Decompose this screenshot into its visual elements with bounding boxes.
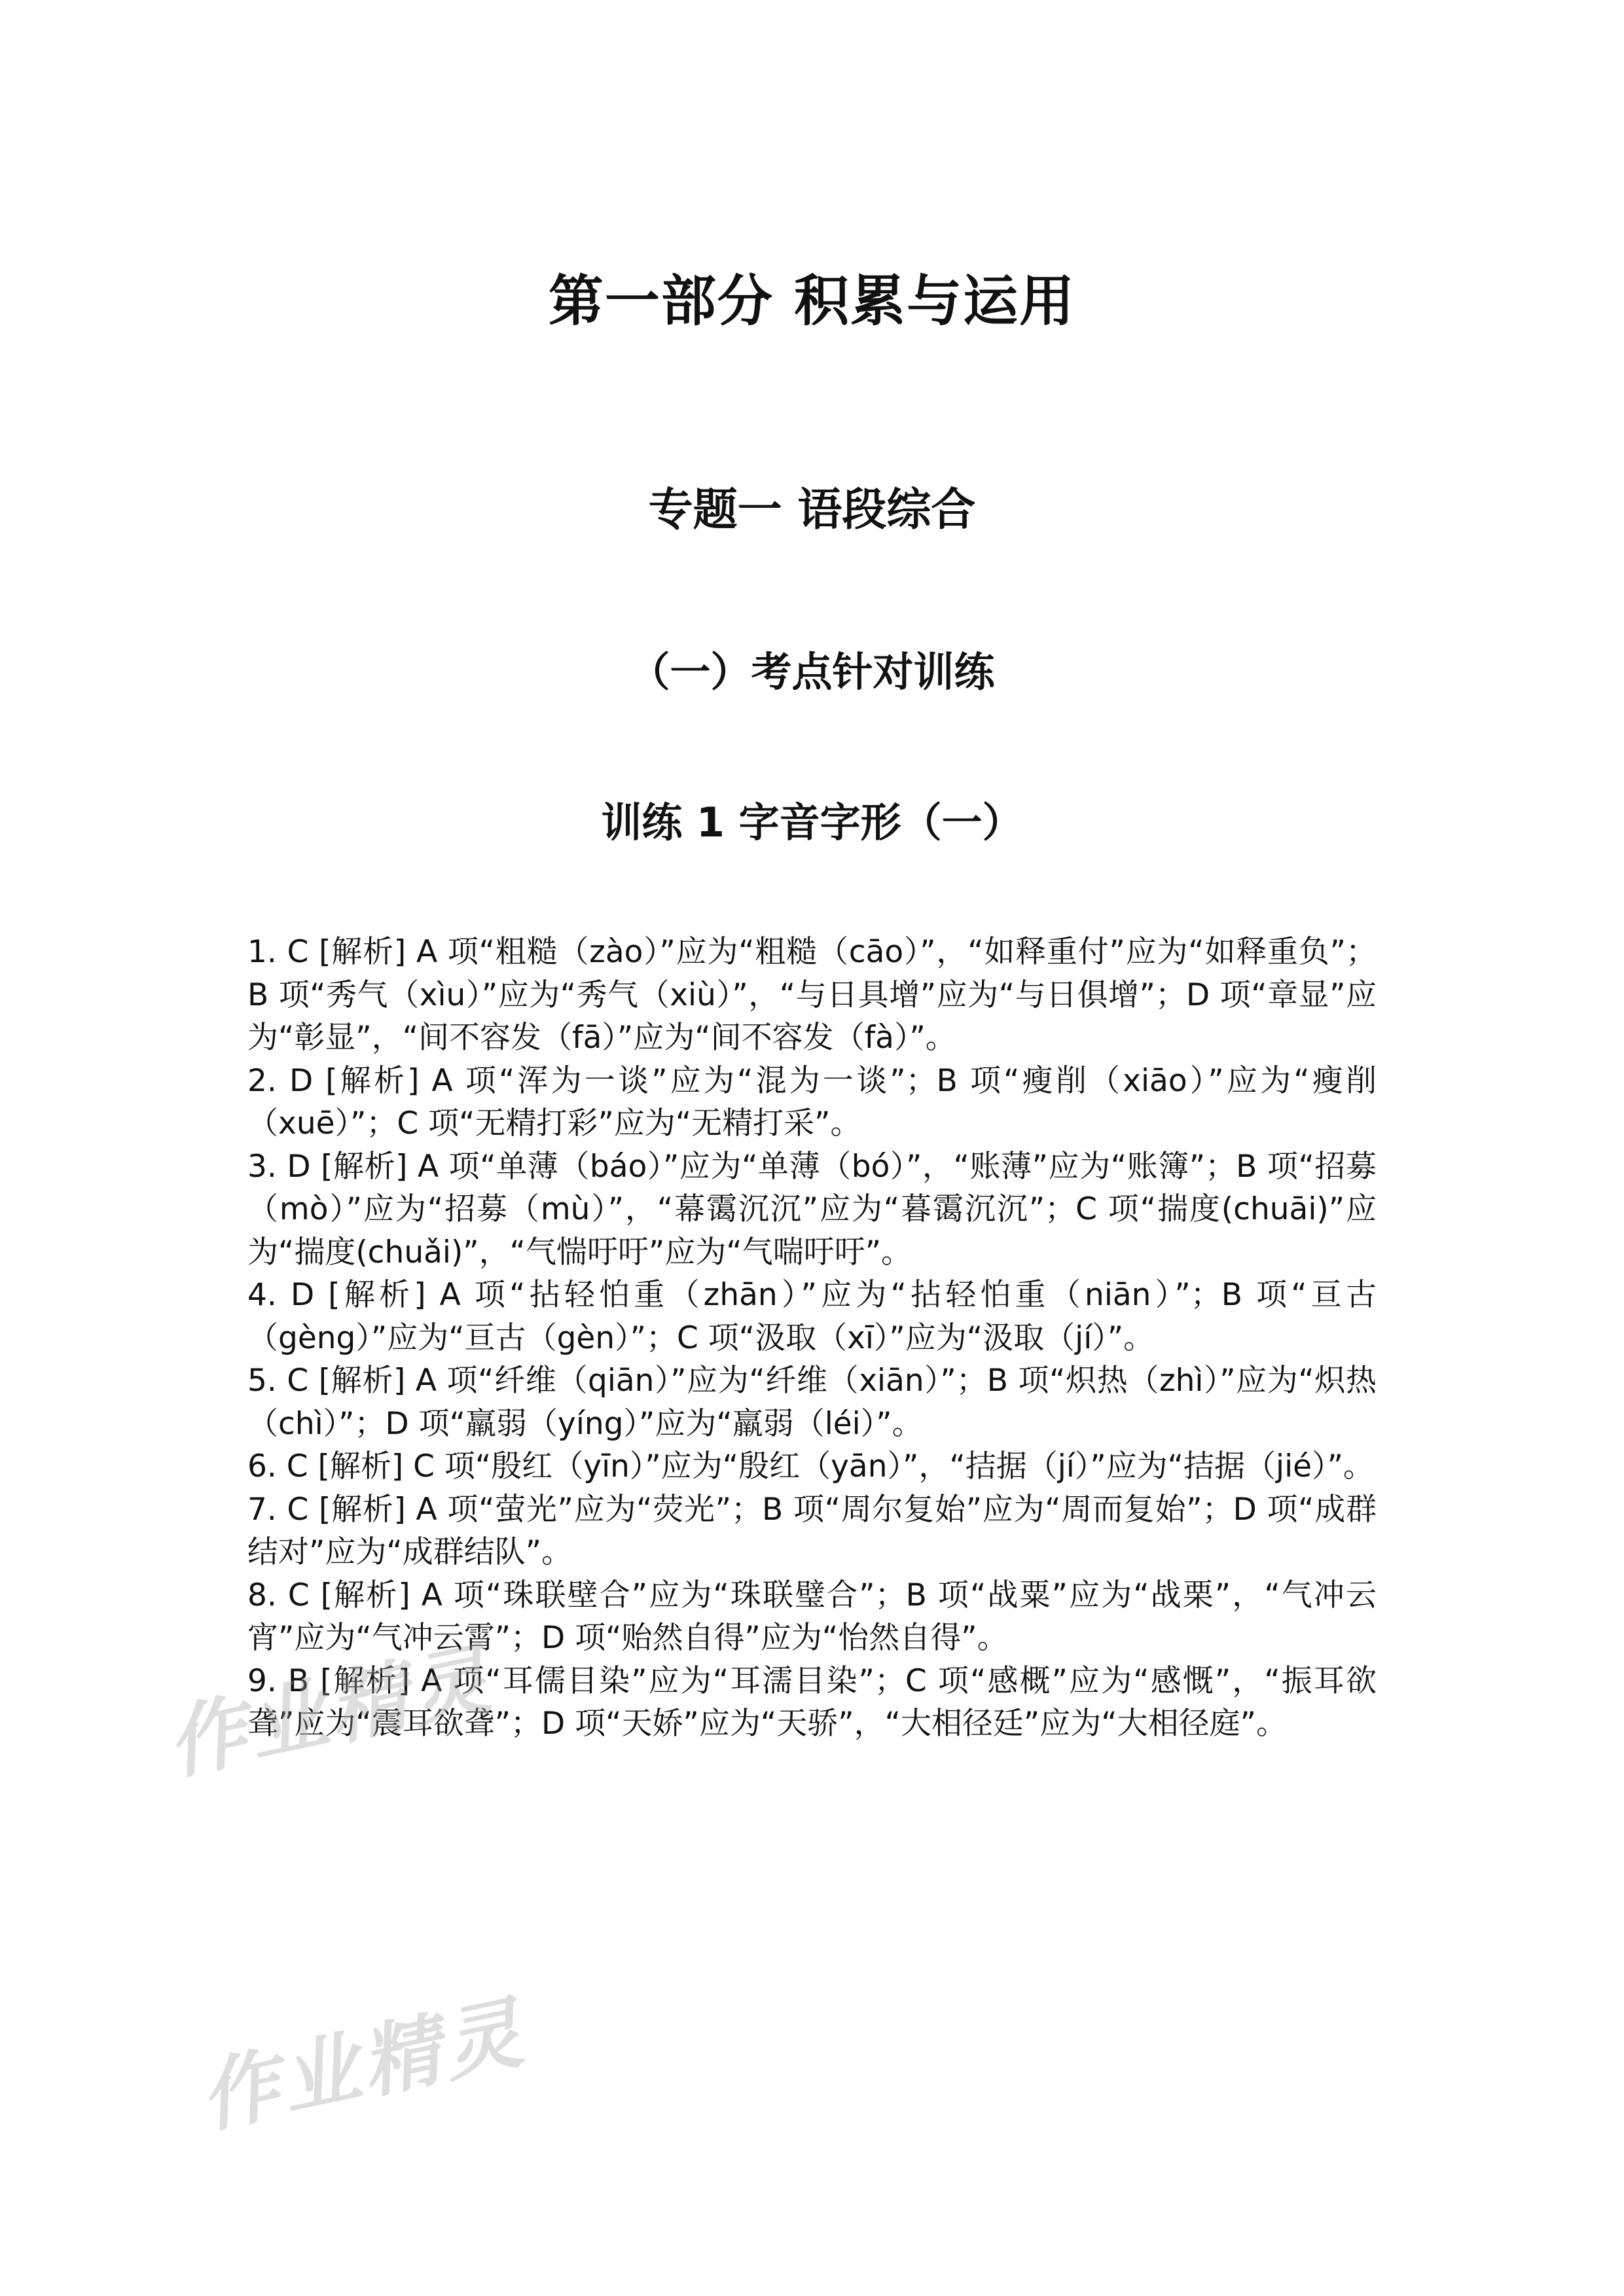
answer-item-3: 3. D [解析] A 项“单薄（báo）”应为“单薄（bó）”，“账薄”应为“账簿”；B 项“招募（mò）”应为“招募（mù）”，“幕霭沉沉”应为“暮霭沉沉”；C 项“揣度(chuāi)”应为“揣度(chuǎi)”，“气惴吁吁”应为“气喘吁吁”。 [247, 1148, 1377, 1270]
answer-item-6: 6. C [解析] C 项“殷红（yīn）”应为“殷红（yān）”，“拮据（jí）”应为“拮据（jié）”。 [247, 1448, 1374, 1484]
watermark: 作业精灵 [192, 1986, 534, 2145]
answer-item-8: 8. C [解析] A 项“珠联壁合”应为“珠联璧合”；B 项“战粟”应为“战栗”，“气冲云宵”应为“气冲云霄”；D 项“贻然自得”应为“怡然自得”。 [247, 1577, 1377, 1656]
answer-item-5: 5. C [解析] A 项“纤维（qiān）”应为“纤维（xiān）”；B 项“炽热（zhì）”应为“炽热（chì）”；D 项“羸弱（yíng）”应为“羸弱（léi）”。 [247, 1363, 1377, 1442]
answer-item-4: 4. D [解析] A 项“拈轻怕重（zhān）”应为“拈轻怕重（niān）”；B 项“亘古（gèng）”应为“亘古（gèn）”；C 项“汲取（xī）”应为“汲取（jí）”。 [247, 1277, 1377, 1356]
section-title: （一）考点针对训练 [629, 648, 995, 696]
answer-list [247, 931, 1377, 1746]
answer-item-2: 2. D [解析] A 项“浑为一谈”应为“混为一谈”；B 项“瘦削（xiāo）”应为“瘦削（xuē）”；C 项“无精打彩”应为“无精打采”。 [247, 1062, 1377, 1141]
answer-item-9: 9. B [解析] A 项“耳儒目染”应为“耳濡目染”；C 项“感概”应为“感慨”，“振耳欲聋”应为“震耳欲聋”；D 项“天娇”应为“天骄”，“大相径廷”应为“大相径庭”。 [247, 1662, 1377, 1742]
topic-title: 专题一 语段综合 [648, 484, 976, 536]
answer-item-1: 1. C [解析] A 项“粗糙（zào）”应为“粗糙（cāo）”，“如释重付”应为“如释重负”；B 项“秀气（xìu）”应为“秀气（xiù）”，“与日具增”应为“与日俱增”；D 项“章显”应为“彰显”，“间不容发（fā）”应为“间不容发（fà）”。 [247, 934, 1377, 1056]
exercise-title: 训练 1 字音字形（一） [601, 798, 1023, 846]
watermark: 作业精灵 [159, 1633, 501, 1791]
part-title: 第一部分 积累与运用 [548, 269, 1076, 333]
answer-item-7: 7. C [解析] A 项“萤光”应为“荧光”；B 项“周尔复始”应为“周而复始”；D 项“成群结对”应为“成群结队”。 [247, 1491, 1377, 1570]
